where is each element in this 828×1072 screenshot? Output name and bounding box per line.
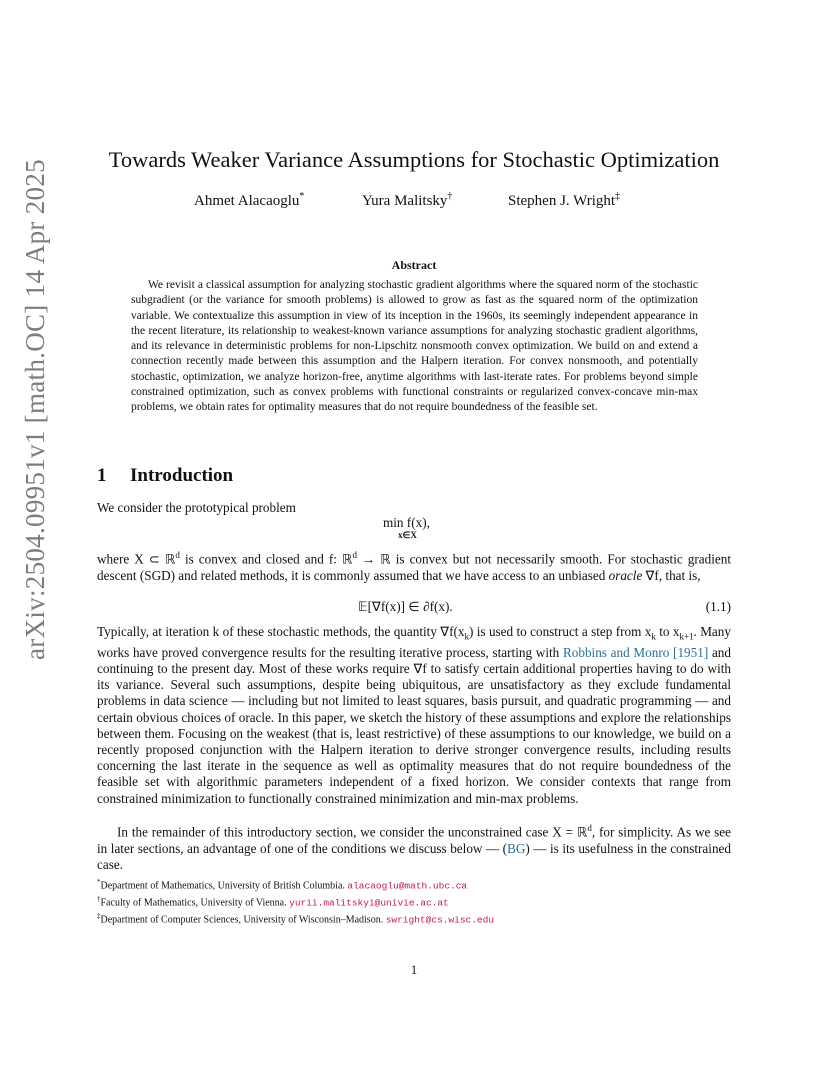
- equation-min-operator: min f(x),: [383, 515, 430, 530]
- footnotes: [97, 876, 737, 927]
- equation-min-problem: [383, 516, 430, 542]
- email-link-1[interactable]: alacaoglu@math.ubc.ca: [347, 880, 468, 892]
- abstract-text: We revisit a classical assumption for analyzing stochastic gradient algorithms where the squared norm of the stochastic subgradient (or the variance for smooth problems) is allowed to grow as fast as the squared norm of the optimization variable. We contextualize this assumption in view of its inception in the 1960s, its seemingly independent appearance in the recent literature, its relationship to weakest-known variance assumptions for analyzing stochastic gradient algorithms, and its relevance in deterministic problems for non-Lipschitz nonsmooth convex optimization. We build on and extend a connection recently made between this assumption and the Halpern iteration. For convex nonsmooth, and potentially stochastic, optimization, we analyze horizon-free, anytime algorithms with last-iterate rates. For problems beyond simple constrained optimization, such as convex problems with functional constraints or regularized convex-concave min-max problems, we obtain rates for optimality measures that do not require boundedness of the feasible set.: [131, 279, 698, 414]
- email-link-2[interactable]: yurii.malitskyi@univie.ac.at: [289, 897, 449, 909]
- intro-paragraph-4: In the remainder of this introductory section, we consider the unconstrained case X = ℝ$^d$, for simplicity. As we see in later sections, an advantage of one of the conditions we discuss below — (BG) — is its usefulness in the constrained case.: [97, 823, 731, 872]
- author-1: Ahmet Alacaoglu*: [194, 191, 305, 209]
- section-number: 1: [97, 465, 107, 486]
- section-heading: [97, 465, 233, 487]
- author-2: Yura Malitsky†: [362, 191, 453, 209]
- author-list: [0, 191, 828, 213]
- equation-number: (1.1): [705, 599, 731, 614]
- author-3: Stephen J. Wright‡: [508, 191, 621, 209]
- equation-unbiased-oracle: 𝔼[∇f(x)] ∈ ∂f(x).: [358, 599, 453, 614]
- arxiv-identifier: arXiv:2504.09951v1 [math.OC] 14 Apr 2025: [20, 159, 50, 660]
- intro-paragraph-3: Typically, at iteration k of these stochastic methods, the quantity $\nabla f(x_k)$ is used to construct a step from $x_k$ to $x_{k+1}$. Many works have proved convergence results for the resulting iterative process, starting with Robbins and Monro [1951] and continuing to the present day. Most of these works require ∇f to satisfy certain additional properties having to do with its variance. Several such assumptions, despite being ubiquitous, are unsatisfactory as they exclude fundamental problems in data science — including but not limited to least squares, basis pursuit, and quadratic programming — and certain obvious choices of oracle. In this paper, we sketch the history of these assumptions and explore the relationships between them. Focusing on the weakest (that is, least restrictive) of these assumptions to our knowledge, we build on a recently proposed conjunction with the Halpern iteration to derive stronger convergence results, including results concerning the last iterate in the sequence as well as optimality measures that do not require boundedness of the feasible set with algorithmic parameters independent of a fixed horizon. We consider contexts that range from constrained minimization to functionally constrained minimization and min-max problems.: [97, 624, 731, 806]
- reference-bg[interactable]: BG: [507, 840, 526, 856]
- intro-paragraph-1: We consider the prototypical problem: [97, 500, 296, 515]
- footnote-1: *Department of Mathematics, University of British Columbia. alacaoglu@math.ubc.ca: [97, 878, 468, 892]
- footnote-2: †Faculty of Mathematics, University of Vienna. yurii.malitskyi@univie.ac.at: [97, 894, 449, 909]
- paper-title: Towards Weaker Variance Assumptions for Stochastic Optimization: [108, 147, 720, 172]
- page-number: 1: [410, 962, 418, 977]
- email-link-3[interactable]: swright@cs.wisc.edu: [385, 914, 495, 926]
- section-title: Introduction: [130, 465, 234, 486]
- citation-robbins-monro[interactable]: Robbins and Monro [1951]: [562, 644, 709, 660]
- footnote-3: ‡Department of Computer Sciences, University of Wisconsin–Madison. swright@cs.wisc.edu: [97, 911, 495, 926]
- intro-paragraph-2: where X ⊂ ℝ$^d$ is convex and closed and f: ℝ$^d$ → ℝ is convex but not necessarily smooth. For stochastic gradient descent (SGD) and related methods, it is commonly assumed that we have access to an unbiased oracle ∇f, that is,: [97, 550, 731, 583]
- equation-min-subscript: x∈X: [398, 530, 417, 540]
- abstract-heading: Abstract: [391, 258, 437, 272]
